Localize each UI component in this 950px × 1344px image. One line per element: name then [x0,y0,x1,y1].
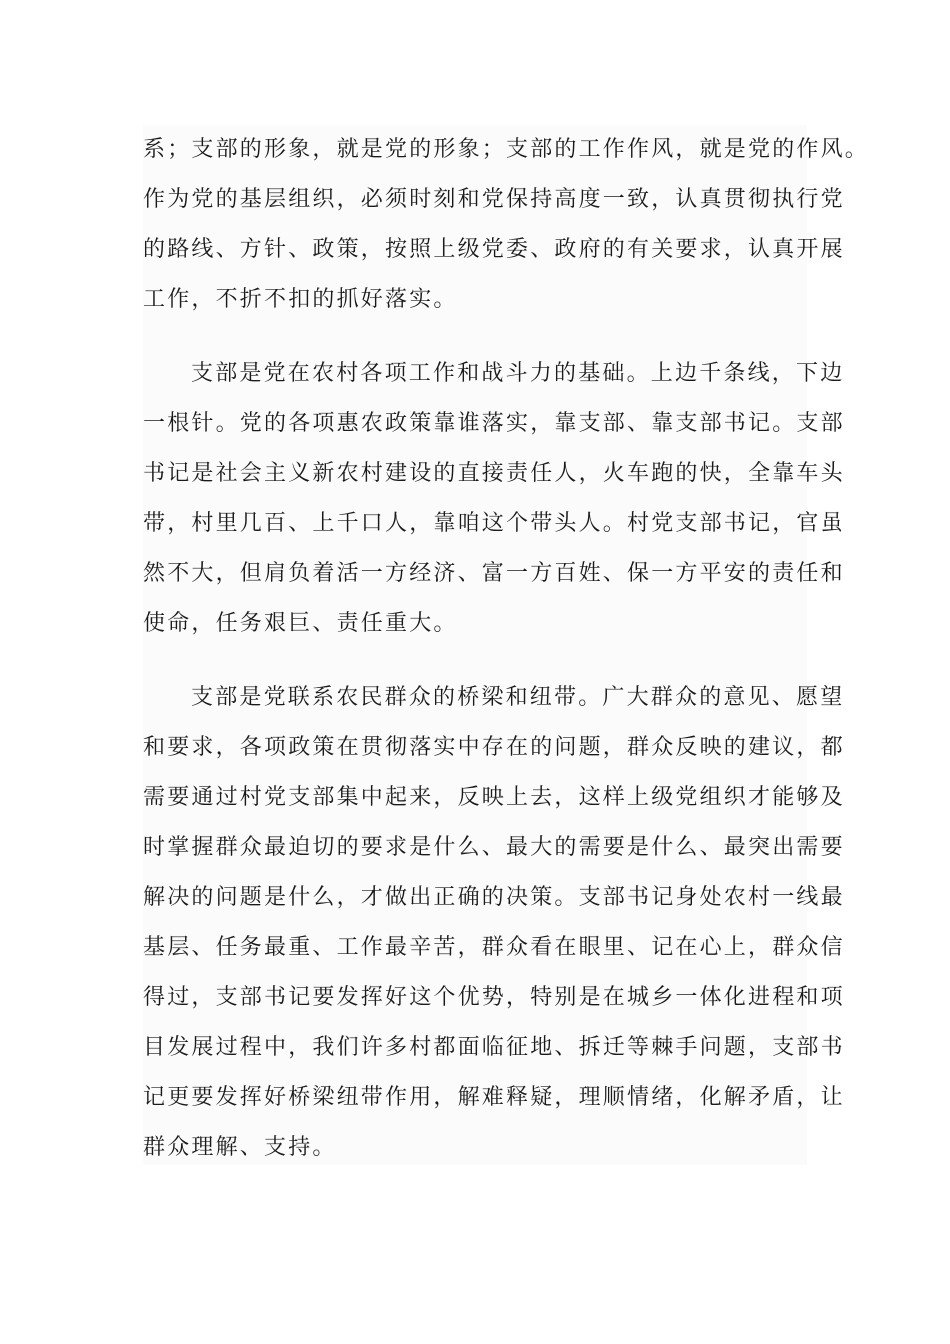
text-line: 目发展过程中，我们许多村都面临征地、拆迁等棘手问题，支部书 [143,1035,845,1060]
text-line: 工作，不折不扣的抓好落实。 [143,287,458,312]
paragraph-1 [143,125,870,325]
paragraph-gap [143,649,807,673]
text-line: 使命，任务艰巨、责任重大。 [143,611,458,636]
text-line: 记更要发挥好桥梁纽带作用，解难释疑，理顺情绪，化解矛盾，让 [143,1085,845,1110]
paragraph-gap [143,325,807,349]
text-line: 需要通过村党支部集中起来，反映上去，这样上级党组织才能够及 [143,785,845,810]
text-line: 作为党的基层组织，必须时刻和党保持高度一致，认真贯彻执行党 [143,187,845,212]
document-body [143,125,870,1165]
text-line: 解决的问题是什么，才做出正确的决策。支部书记身处农村一线最 [143,885,845,910]
text-line: 群众理解、支持。 [143,1135,337,1160]
text-line: 支部是党在农村各项工作和战斗力的基础。上边千条线，下边 [191,361,845,386]
text-line: 的路线、方针、政策，按照上级党委、政府的有关要求，认真开展 [143,237,845,262]
text-line: 一根针。党的各项惠农政策靠谁落实，靠支部、靠支部书记。支部 [143,411,845,436]
paragraph-2 [143,349,845,649]
text-line: 带，村里几百、上千口人，靠咱这个带头人。村党支部书记，官虽 [143,511,845,536]
text-line: 得过，支部书记要发挥好这个优势，特别是在城乡一体化进程和项 [143,985,845,1010]
text-line: 和要求，各项政策在贯彻落实中存在的问题，群众反映的建议，都 [143,735,845,760]
text-line: 时掌握群众最迫切的要求是什么、最大的需要是什么、最突出需要 [143,835,845,860]
text-line: 基层、任务最重、工作最辛苦，群众看在眼里、记在心上，群众信 [143,935,845,960]
paragraph-3 [143,673,845,1173]
text-line: 然不大，但肩负着活一方经济、富一方百姓、保一方平安的责任和 [143,561,845,586]
text-line: 系；支部的形象，就是党的形象；支部的工作作风，就是党的作风。 [143,137,870,162]
text-line: 支部是党联系农民群众的桥梁和纽带。广大群众的意见、愿望 [191,685,845,710]
text-line: 书记是社会主义新农村建设的直接责任人，火车跑的快，全靠车头 [143,461,845,486]
